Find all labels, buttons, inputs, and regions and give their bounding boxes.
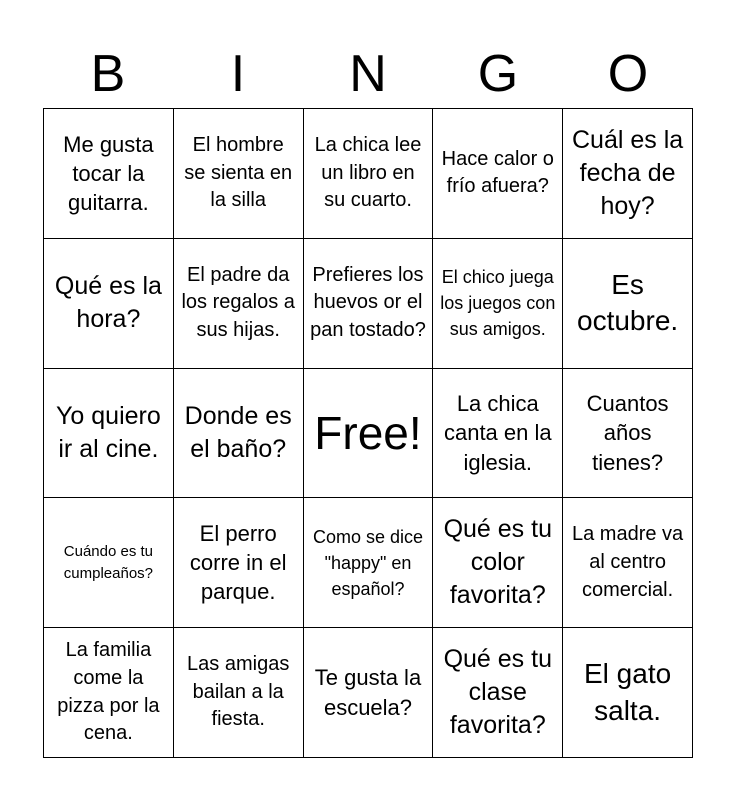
bingo-cell: Cuándo es tu cumpleaños? (44, 498, 174, 628)
bingo-cell: Cuantos años tienes? (563, 369, 693, 499)
bingo-cell: El padre da los regalos a sus hijas. (174, 239, 304, 369)
bingo-cell: El chico juega los juegos con sus amigos. (433, 239, 563, 369)
bingo-cell: La chica canta en la iglesia. (433, 369, 563, 499)
bingo-cell: El perro corre in el parque. (174, 498, 304, 628)
header-letter-i: I (230, 45, 246, 103)
bingo-cell: Me gusta tocar la guitarra. (44, 109, 174, 239)
bingo-board (43, 108, 693, 758)
free-space-cell: Free! (304, 369, 434, 499)
header-letter-n: N (349, 45, 387, 103)
header-letter-o: O (607, 45, 649, 103)
bingo-cell: Prefieres los huevos or el pan tostado? (304, 239, 434, 369)
bingo-cell: Qué es la hora? (44, 239, 174, 369)
bingo-cell: Qué es tu clase favorita? (433, 628, 563, 758)
bingo-cell: Qué es tu color favorita? (433, 498, 563, 628)
bingo-cell: Como se dice "happy" en español? (304, 498, 434, 628)
bingo-cell: Yo quiero ir al cine. (44, 369, 174, 499)
bingo-cell: Te gusta la escuela? (304, 628, 434, 758)
bingo-cell: Las amigas bailan a la fiesta. (174, 628, 304, 758)
bingo-cell: Es octubre. (563, 239, 693, 369)
bingo-cell: La chica lee un libro en su cuarto. (304, 109, 434, 239)
bingo-cell: El gato salta. (563, 628, 693, 758)
bingo-header (43, 40, 693, 108)
header-letter-g: G (477, 45, 519, 103)
bingo-cell: Hace calor o frío afuera? (433, 109, 563, 239)
bingo-cell: El hombre se sienta en la silla (174, 109, 304, 239)
bingo-cell: Cuál es la fecha de hoy? (563, 109, 693, 239)
header-letter-b: B (90, 45, 126, 103)
bingo-cell: Donde es el baño? (174, 369, 304, 499)
bingo-cell: La familia come la pizza por la cena. (44, 628, 174, 758)
bingo-cell: La madre va al centro comercial. (563, 498, 693, 628)
